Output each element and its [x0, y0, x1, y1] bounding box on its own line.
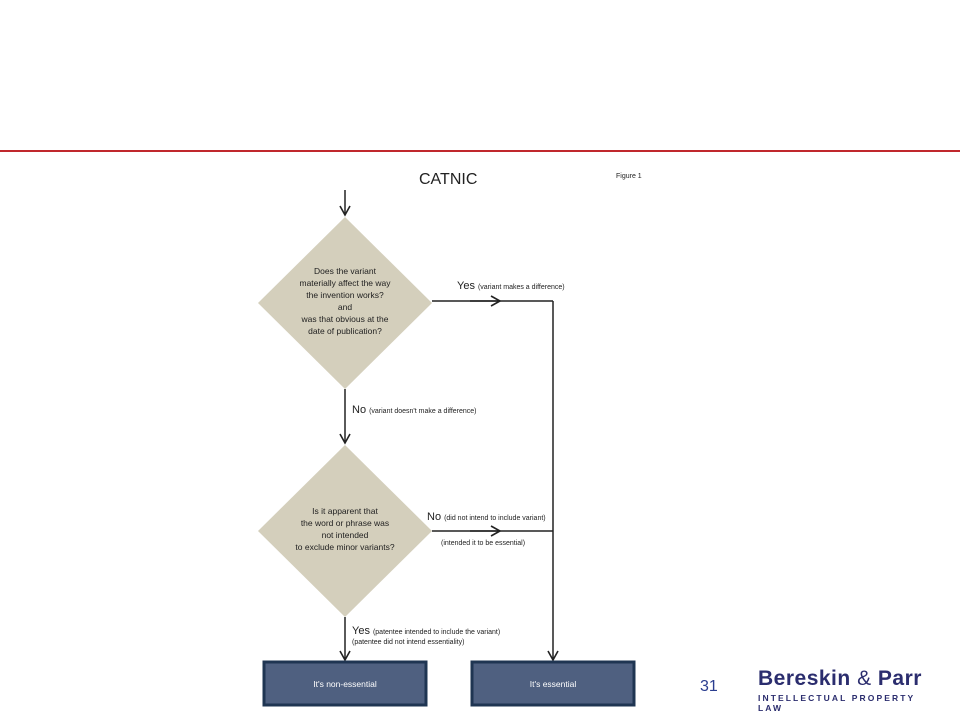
outcome-essential-label: It's essential: [529, 679, 577, 689]
decision-2-line: to exclude minor variants?: [295, 542, 395, 552]
logo-tagline: INTELLECTUAL PROPERTY LAW: [758, 693, 916, 713]
no-2-label: [427, 511, 546, 523]
no-2-note-2: (intended it to be essential): [441, 540, 526, 547]
logo-name-b: Parr: [877, 667, 922, 690]
yes-2-note: (patentee intended to include the variant): [372, 629, 501, 636]
yes-1-label: [457, 280, 565, 292]
decision-1-line: Does the variant: [314, 266, 376, 276]
no-1-label: [352, 404, 477, 416]
no-1-note: (variant doesn't make a difference): [369, 408, 477, 415]
no-2-main: No: [427, 511, 442, 523]
decision-2-line: not intended: [321, 530, 369, 540]
decision-1-line: was that obvious at the: [301, 314, 389, 324]
decision-2-line: Is it apparent that: [312, 506, 378, 516]
bereskin-parr-logo: [758, 668, 938, 713]
yes-2-label: [352, 625, 500, 637]
diagram-title: CATNIC: [419, 171, 478, 188]
decision-2-line: the word or phrase was: [300, 518, 390, 528]
logo-name-a: Bereskin: [758, 667, 851, 690]
page-number: 31: [700, 678, 718, 695]
yes-1-note: (variant makes a difference): [477, 284, 565, 291]
decision-1-line: and: [337, 302, 353, 312]
outcome-non-essential-label: It's non-essential: [313, 679, 377, 689]
decision-1-line: date of publication?: [308, 326, 382, 336]
decision-1-line: the invention works?: [306, 290, 384, 300]
logo-name: [758, 668, 938, 690]
yes-2-note-2: (patentee did not intend essentiality): [352, 639, 465, 646]
no-1-main: No: [352, 404, 367, 416]
yes-1-main: Yes: [457, 280, 475, 292]
logo-amp: &: [857, 667, 872, 690]
yes-2-main: Yes: [352, 625, 370, 637]
no-2-note: (did not intend to include variant): [444, 515, 546, 522]
figure-label: Figure 1: [616, 173, 642, 180]
decision-1-line: materially affect the way: [299, 278, 391, 288]
